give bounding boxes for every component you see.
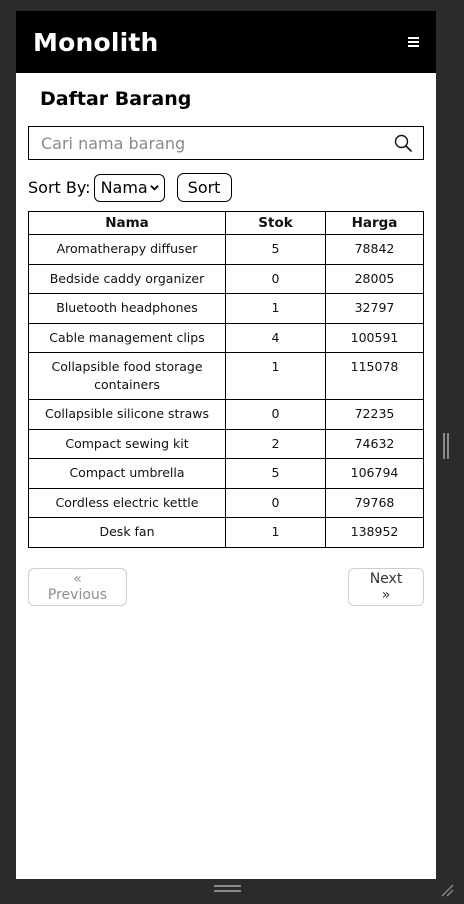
- search-icon[interactable]: [394, 134, 412, 152]
- table-row[interactable]: [29, 294, 424, 324]
- items-table: [28, 211, 424, 548]
- column-header-harga[interactable]: Harga: [326, 212, 424, 235]
- cell-harga: 28005: [326, 264, 424, 294]
- chevron-down-icon: [150, 183, 159, 192]
- cell-nama: Cable management clips: [29, 323, 226, 353]
- app-viewport: [16, 11, 436, 879]
- sort-select-value: Nama: [100, 178, 148, 197]
- cell-stok: 2: [226, 429, 326, 459]
- cell-stok: 1: [226, 353, 326, 400]
- page-title: Daftar Barang: [40, 88, 192, 110]
- cell-nama: Collapsible food storage containers: [29, 353, 226, 400]
- table-row[interactable]: [29, 459, 424, 489]
- cell-harga: 138952: [326, 518, 424, 548]
- main-content: [16, 87, 436, 606]
- cell-stok: 4: [226, 323, 326, 353]
- search-input[interactable]: [41, 134, 394, 153]
- hamburger-icon[interactable]: [408, 37, 419, 47]
- cell-stok: 1: [226, 518, 326, 548]
- cell-harga: 72235: [326, 400, 424, 430]
- cell-nama: Bedside caddy organizer: [29, 264, 226, 294]
- cell-harga: 74632: [326, 429, 424, 459]
- sort-label: Sort By:: [28, 178, 91, 197]
- cell-nama: Compact sewing kit: [29, 429, 226, 459]
- table-row[interactable]: [29, 518, 424, 548]
- brand-logo[interactable]: Monolith: [33, 27, 159, 57]
- cell-stok: 0: [226, 400, 326, 430]
- table-row[interactable]: [29, 264, 424, 294]
- cell-harga: 100591: [326, 323, 424, 353]
- resize-grip-icon[interactable]: [440, 883, 454, 897]
- sort-controls: [28, 173, 424, 202]
- sort-button[interactable]: Sort: [177, 173, 232, 202]
- cell-stok: 0: [226, 488, 326, 518]
- cell-stok: 5: [226, 235, 326, 265]
- cell-nama: Aromatherapy diffuser: [29, 235, 226, 265]
- cell-nama: Cordless electric kettle: [29, 488, 226, 518]
- vertical-resize-handle[interactable]: [443, 433, 449, 459]
- cell-stok: 0: [226, 264, 326, 294]
- cell-harga: 32797: [326, 294, 424, 324]
- cell-nama: Collapsible silicone straws: [29, 400, 226, 430]
- cell-harga: 115078: [326, 353, 424, 400]
- table-row[interactable]: [29, 488, 424, 518]
- table-row[interactable]: [29, 353, 424, 400]
- cell-stok: 1: [226, 294, 326, 324]
- cell-harga: 106794: [326, 459, 424, 489]
- column-header-stok[interactable]: Stok: [226, 212, 326, 235]
- search-bar: [28, 126, 424, 160]
- cell-harga: 78842: [326, 235, 424, 265]
- table-row[interactable]: [29, 323, 424, 353]
- previous-page-button[interactable]: « Previous: [28, 568, 127, 606]
- horizontal-resize-handle[interactable]: [214, 885, 241, 892]
- table-header-row: [29, 212, 424, 235]
- column-header-nama[interactable]: Nama: [29, 212, 226, 235]
- next-page-button[interactable]: Next »: [348, 568, 424, 606]
- cell-nama: Desk fan: [29, 518, 226, 548]
- cell-stok: 5: [226, 459, 326, 489]
- table-row[interactable]: [29, 429, 424, 459]
- table-row[interactable]: [29, 400, 424, 430]
- sort-select[interactable]: [94, 174, 165, 202]
- cell-nama: Bluetooth headphones: [29, 294, 226, 324]
- navbar: [16, 11, 436, 73]
- cell-nama: Compact umbrella: [29, 459, 226, 489]
- pagination: [28, 568, 424, 606]
- cell-harga: 79768: [326, 488, 424, 518]
- table-row[interactable]: [29, 235, 424, 265]
